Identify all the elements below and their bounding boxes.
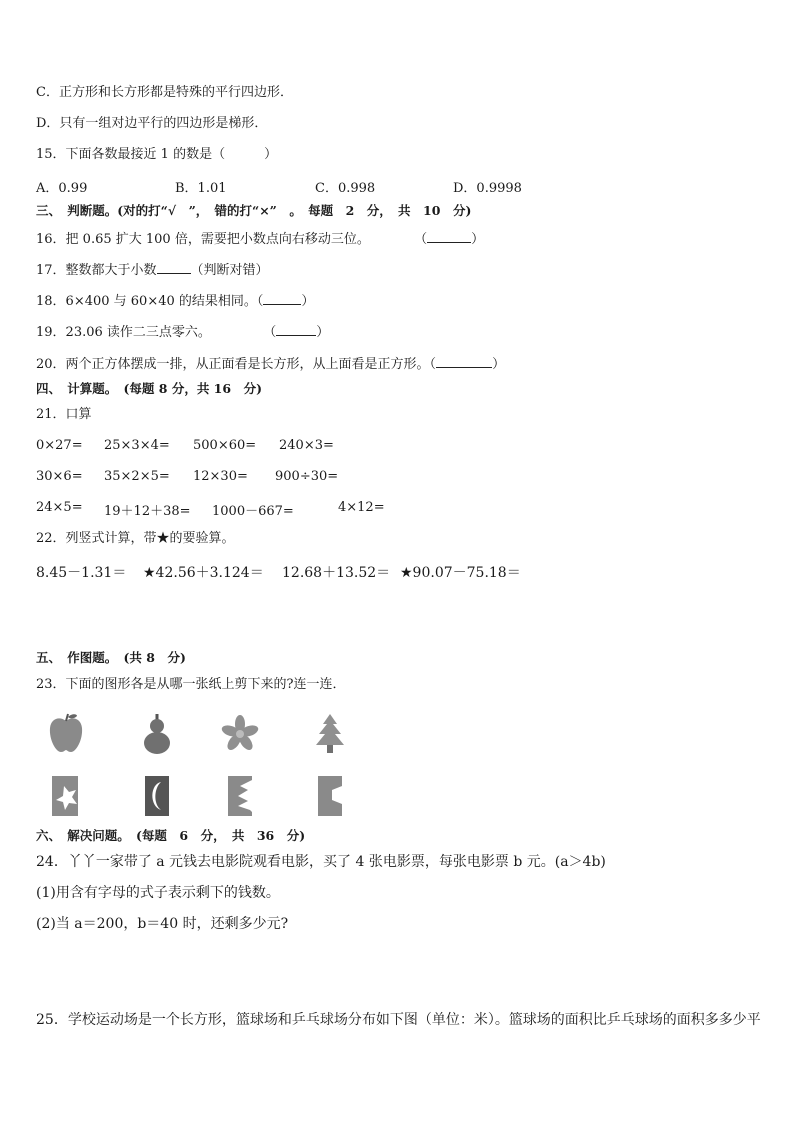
calc-item: 500×60= [193,438,257,453]
question-20: 20．两个正方体摆成一排，从正面看是长方形，从上面看是正方形。（ ） [36,357,506,372]
calc-item: 30×6= [36,469,83,484]
vertical-calc-item: ★42.56＋3.124＝ [143,565,264,581]
answer-blank[interactable] [263,292,301,305]
question-24-part-1: (1)用含有字母的式子表示剩下的钱数。 [36,885,280,901]
tree-shape-icon[interactable] [310,712,350,756]
vertical-calc-item: 8.45－1.31＝ [36,565,127,581]
calc-item: 19＋12＋38= [104,504,191,519]
calc-item: 4×12= [338,500,385,515]
calc-item: 0×27= [36,438,83,453]
question-16: 16．把 0.65 扩大 100 倍，需要把小数点向右移动三位。 （ ） [36,232,485,247]
calc-item: 12×30= [193,469,248,484]
q15-option-a: A．0.99 [36,181,88,196]
section-3-title: 三、 判断题。(对的打“√ ”， 错的打“×” 。 每题 2 分， 共 10 分) [36,203,472,218]
vertical-calc-item: ★90.07－75.18＝ [400,565,521,581]
answer-blank[interactable] [276,323,316,336]
q15-option-c: C．0.998 [315,181,376,196]
question-25: 25．学校运动场是一个长方形，篮球场和乒乓球场分布如下图（单位：米）。篮球场的面积比乒乓球场的面积多多少平 [36,1012,761,1028]
option-c: C．正方形和长方形都是特殊的平行四边形． [36,85,293,100]
section-6-title: 六、 解决问题。 (每题 6 分， 共 36 分) [36,828,306,843]
paper-with-moon-cutout-icon[interactable] [137,774,177,818]
calc-item: 25×3×4= [104,438,170,453]
question-19: 19．23.06 读作二三点零六。 （ ） [36,325,330,340]
section-5-title: 五、 作图题。 (共 8 分) [36,650,186,665]
vertical-calc-item: 12.68＋13.52＝ [282,565,391,581]
question-15: 15．下面各数最接近 1 的数是（ ） [36,147,278,162]
question-22: 22．列竖式计算，带★的要验算。 [36,531,235,546]
section-4-title: 四、 计算题。 (每题 8 分，共 16 分) [36,381,262,396]
apple-shape-icon[interactable] [46,712,86,756]
question-23: 23．下面的图形各是从哪一张纸上剪下来的?连一连． [36,677,346,692]
option-d: D．只有一组对边平行的四边形是梯形． [36,116,268,131]
paper-with-notch-cutout-icon[interactable] [310,774,350,818]
answer-blank[interactable] [157,261,191,274]
question-21: 21．口算 [36,407,92,422]
q15-option-d: D．0.9998 [453,181,522,196]
gourd-shape-icon[interactable] [137,712,177,756]
calc-item: 900÷30= [275,469,339,484]
flower-shape-icon[interactable] [220,712,260,756]
answer-blank[interactable] [436,355,492,368]
question-17: 17．整数都大于小数 （判断对错） [36,263,269,278]
calc-item: 1000－667= [212,504,294,519]
calc-item: 240×3= [279,438,334,453]
answer-blank[interactable] [427,230,471,243]
question-24-part-2: (2)当 a＝200，b＝40 时，还剩多少元? [36,916,289,932]
question-24: 24．丫丫一家带了 a 元钱去电影院观看电影，买了 4 张电影票，每张电影票 b 元。(a＞4b) [36,854,606,870]
paper-with-leaf-cutout-icon[interactable] [46,774,86,818]
calc-item: 35×2×5= [104,469,170,484]
calc-item: 24×5= [36,500,83,515]
paper-with-zigzag-cutout-icon[interactable] [220,774,260,818]
question-18: 18．6×400 与 60×40 的结果相同。（ ） [36,294,315,309]
q15-option-b: B．1.01 [175,181,227,196]
